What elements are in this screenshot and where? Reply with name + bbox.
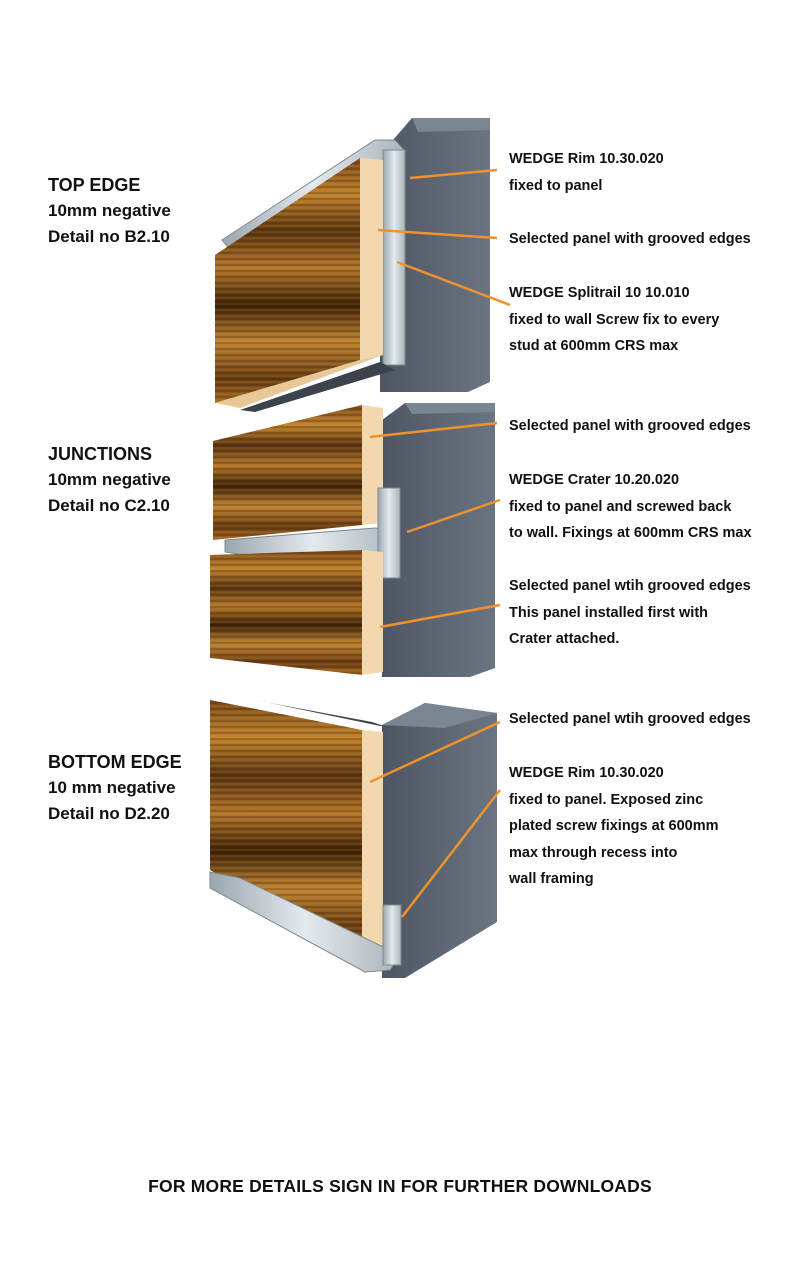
callout-line: WEDGE Rim 10.30.020 [509,765,664,781]
callout-line: plated screw fixings at 600mm [509,818,719,834]
callout-junction-panel [509,413,751,440]
section-title: JUNCTIONS [48,444,153,464]
callout-line: Selected panel wtih grooved edges [509,578,751,594]
section-subtitle: 10 mm negative [48,778,176,797]
callout-line: Selected panel with grooved edges [509,418,751,434]
callout-top-rim [509,146,664,199]
footer-download-note: FOR MORE DETAILS SIGN IN FOR FURTHER DOWNLOADS [148,1176,652,1196]
section-subtitle: 10mm negative [48,201,171,220]
section-detail-number: Detail no B2.10 [48,227,170,246]
section-detail-number: Detail no C2.10 [48,496,170,515]
section-detail-number: Detail no D2.20 [48,804,170,823]
callout-line: Crater attached. [509,631,620,647]
section-label-top-edge [48,172,171,250]
callout-top-splitrail [509,280,719,360]
callout-bottom-rim [509,760,719,893]
callout-line: wall framing [509,871,594,887]
splitrail-profile [383,150,405,365]
callout-junction-crater [509,467,752,547]
callout-line: to wall. Fixings at 600mm CRS max [509,525,752,541]
callout-line: fixed to wall Screw fix to every [509,311,720,328]
callout-top-panel [509,226,751,253]
callout-line: fixed to panel. Exposed zinc [509,791,704,808]
section-title: BOTTOM EDGE [48,752,182,772]
callout-line: max through recess into [509,844,678,861]
callout-line: WEDGE Rim 10.30.020 [509,151,664,167]
callout-line: WEDGE Crater 10.20.020 [509,472,680,488]
callout-line: fixed to panel and screwed back [509,498,732,515]
top-edge-assembly [215,118,490,412]
callout-line: WEDGE Splitrail 10 10.010 [509,285,690,301]
callout-bottom-panel [509,706,751,733]
callout-line: Selected panel with grooved edges [509,231,751,247]
junction-assembly [210,403,495,677]
callout-line: This panel installed first with [509,604,708,621]
section-label-bottom-edge [48,749,182,827]
section-title: TOP EDGE [48,175,141,195]
section-label-junctions [48,441,171,519]
bottom-edge-assembly [210,697,497,978]
callout-junction-panel-first [509,573,751,653]
callout-line: Selected panel wtih grooved edges [509,711,751,727]
callout-line: stud at 600mm CRS max [509,338,679,354]
callout-line: fixed to panel [509,177,603,194]
section-subtitle: 10mm negative [48,470,171,489]
